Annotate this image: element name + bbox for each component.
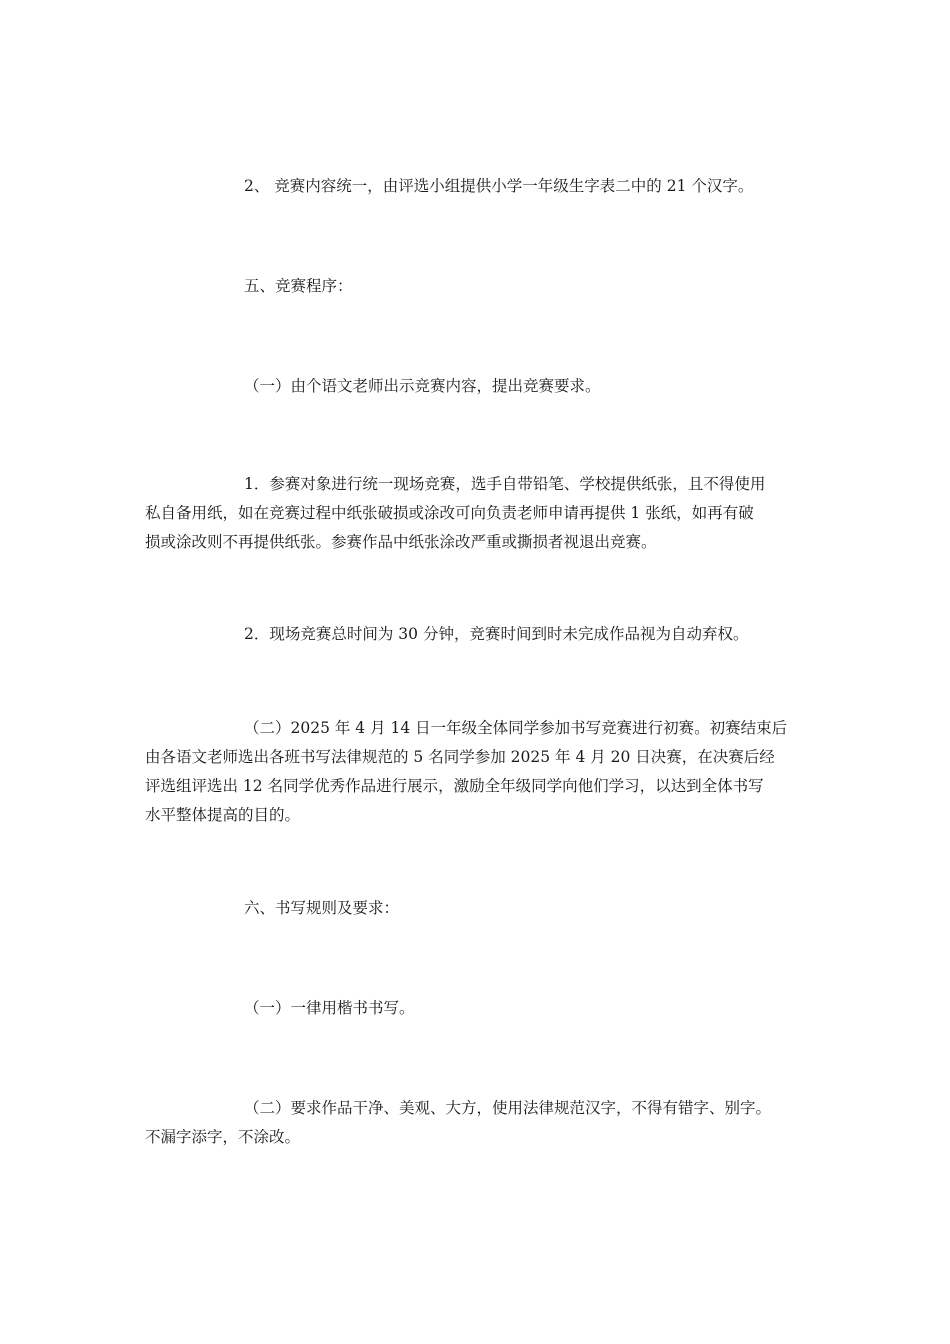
paragraph-procedure-2: [145, 714, 810, 830]
paragraph-content-item-2: [145, 172, 810, 201]
paragraph-rule-2: [145, 620, 810, 649]
paragraph-line: 评选组评选出 12 名同学优秀作品进行展示，激励全年级同学向他们学习，以达到全体书写: [145, 777, 764, 795]
paragraph-line: （一）由个语文老师出示竞赛内容，提出竞赛要求。: [244, 377, 601, 395]
paragraph-line: 六、书写规则及要求：: [244, 899, 400, 917]
paragraph-line: 私自备用纸，如在竞赛过程中纸张破损或涂改可向负责老师申请再提供 1 张纸，如再有破: [145, 504, 754, 522]
paragraph-writing-rule-1: [145, 994, 810, 1023]
paragraph-line: 损或涂改则不再提供纸张。参赛作品中纸张涂改严重或撕损者视退出竞赛。: [145, 533, 657, 551]
paragraph-line: （二）要求作品干净、美观、大方，使用法律规范汉字，不得有错字、别字。: [244, 1099, 772, 1117]
paragraph-line: （二）2025 年 4 月 14 日一年级全体同学参加书写竞赛进行初赛。初赛结束后: [244, 719, 788, 737]
paragraph-line: 1．参赛对象进行统一现场竞赛，选手自带铅笔、学校提供纸张，且不得使用: [244, 475, 766, 493]
paragraph-rule-1: [145, 470, 810, 557]
paragraph-line: 水平整体提高的目的。: [145, 806, 301, 824]
section-heading-procedure: [145, 272, 810, 301]
paragraph-line: 2．现场竞赛总时间为 30 分钟，竞赛时间到时未完成作品视为自动弃权。: [244, 625, 749, 643]
paragraph-line: 不漏字添字，不涂改。: [145, 1128, 301, 1146]
paragraph-writing-rule-2: [145, 1094, 810, 1152]
paragraph-line: （一）一律用楷书书写。: [244, 999, 415, 1017]
section-heading-writing-rules: [145, 894, 810, 923]
paragraph-procedure-1: [145, 372, 810, 401]
paragraph-line: 五、竞赛程序：: [244, 277, 353, 295]
paragraph-line: 2、 竞赛内容统一，由评选小组提供小学一年级生字表二中的 21 个汉字。: [244, 177, 754, 195]
paragraph-line: 由各语文老师选出各班书写法律规范的 5 名同学参加 2025 年 4 月 20 日决赛，在决赛后经: [145, 748, 775, 766]
